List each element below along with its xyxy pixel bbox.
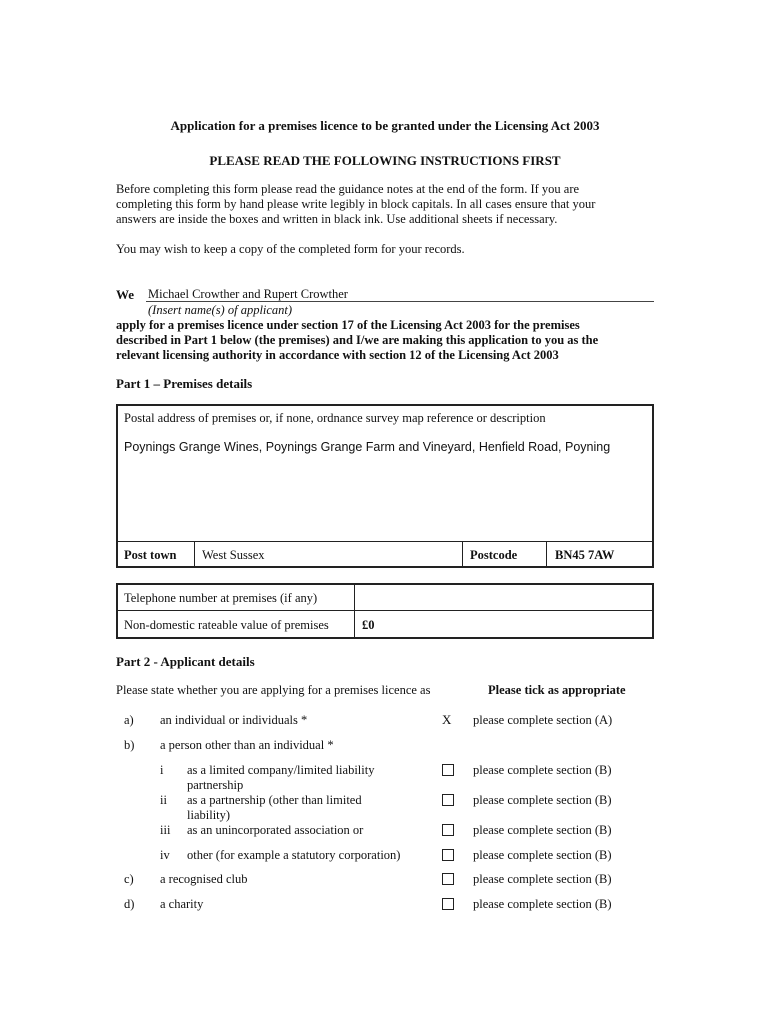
option-b-iii-action: please complete section (B) bbox=[473, 823, 612, 837]
apply-statement-line-1: apply for a premises licence under section 17 of the Licensing Act 2003 for the premises bbox=[116, 318, 580, 332]
premises-address-box bbox=[116, 404, 654, 568]
option-b-iii-numeral: iii bbox=[160, 823, 171, 837]
apply-statement-line-3: relevant licensing authority in accordance with section 12 of the Licensing Act 2003 bbox=[116, 348, 559, 362]
apply-statement-line-2: described in Part 1 below (the premises) and I/we are making this application to you as the bbox=[116, 333, 599, 347]
keep-copy-note: You may wish to keep a copy of the completed form for your records. bbox=[116, 242, 465, 256]
telephone-column-divider bbox=[354, 584, 355, 638]
option-c-checkbox[interactable] bbox=[442, 873, 454, 885]
option-b-ii-checkbox[interactable] bbox=[442, 794, 454, 806]
option-b-iv-numeral: iv bbox=[160, 848, 170, 862]
postcode-field[interactable]: BN45 7AW bbox=[555, 548, 615, 562]
option-c-action: please complete section (B) bbox=[473, 872, 612, 886]
instructions-line-1: Before completing this form please read the guidance notes at the end of the form. If you are bbox=[116, 182, 580, 196]
option-b-iv-action: please complete section (B) bbox=[473, 848, 612, 862]
option-c-letter: c) bbox=[124, 872, 134, 886]
option-b-text: a person other than an individual * bbox=[160, 738, 334, 752]
option-b-i-numeral: i bbox=[160, 763, 164, 777]
option-b-iii-text: as an unincorporated association or bbox=[187, 823, 364, 837]
part1-heading: Part 1 – Premises details bbox=[116, 376, 253, 391]
option-b-i-action: please complete section (B) bbox=[473, 763, 612, 777]
form-title: Application for a premises licence to be granted under the Licensing Act 2003 bbox=[170, 118, 600, 133]
address-value-field[interactable]: Poynings Grange Wines, Poynings Grange Farm and Vineyard, Henfield Road, Poyning bbox=[124, 440, 611, 454]
telephone-field[interactable] bbox=[362, 591, 648, 606]
postcode-label: Postcode bbox=[470, 548, 518, 562]
option-d-text: a charity bbox=[160, 897, 204, 911]
rateable-label: Non-domestic rateable value of premises bbox=[124, 618, 329, 632]
part2-heading: Part 2 - Applicant details bbox=[116, 654, 255, 669]
option-b-letter: b) bbox=[124, 738, 135, 752]
option-b-ii-text-2: liability) bbox=[187, 808, 231, 822]
address-label: Postal address of premises or, if none, ordnance survey map reference or description bbox=[124, 411, 546, 425]
tick-heading: Please tick as appropriate bbox=[488, 683, 626, 697]
instructions-heading: PLEASE READ THE FOLLOWING INSTRUCTIONS FIRST bbox=[209, 153, 561, 168]
option-b-i-text-1: as a limited company/limited liability bbox=[187, 763, 375, 777]
instructions-line-3: answers are inside the boxes and written in black ink. Use additional sheets if necessary. bbox=[116, 212, 558, 226]
postcode-label-divider bbox=[462, 541, 463, 567]
instructions-line-2: completing this form by hand please write legibly in block capitals. In all cases ensure that your bbox=[116, 197, 596, 211]
option-d-letter: d) bbox=[124, 897, 135, 911]
telephone-label: Telephone number at premises (if any) bbox=[124, 591, 318, 605]
option-a-action: please complete section (A) bbox=[473, 713, 613, 727]
part2-prompt: Please state whether you are applying for a premises licence as bbox=[116, 683, 431, 697]
postcode-value-divider bbox=[546, 541, 547, 567]
option-a-letter: a) bbox=[124, 713, 134, 727]
we-label: We bbox=[116, 287, 135, 302]
telephone-row-divider bbox=[117, 610, 653, 611]
option-b-iv-text: other (for example a statutory corporation) bbox=[187, 848, 401, 862]
post-town-label: Post town bbox=[124, 548, 177, 562]
option-b-iv-checkbox[interactable] bbox=[442, 849, 454, 861]
option-b-ii-action: please complete section (B) bbox=[473, 793, 612, 807]
option-b-iii-checkbox[interactable] bbox=[442, 824, 454, 836]
address-row-divider bbox=[117, 541, 653, 542]
option-b-ii-numeral: ii bbox=[160, 793, 167, 807]
names-underline bbox=[146, 301, 654, 302]
applicant-names-field[interactable]: Michael Crowther and Rupert Crowther bbox=[148, 287, 348, 301]
rateable-value-field[interactable]: £0 bbox=[362, 618, 375, 632]
insert-names-hint: (Insert name(s) of applicant) bbox=[148, 303, 293, 317]
post-town-field[interactable]: West Sussex bbox=[202, 548, 265, 562]
option-b-i-text-2: partnership bbox=[187, 778, 244, 792]
option-c-text: a recognised club bbox=[160, 872, 248, 886]
option-a-text: an individual or individuals * bbox=[160, 713, 308, 727]
option-d-checkbox[interactable] bbox=[442, 898, 454, 910]
post-town-divider bbox=[194, 541, 195, 567]
option-b-i-checkbox[interactable] bbox=[442, 764, 454, 776]
option-b-ii-text-1: as a partnership (other than limited bbox=[187, 793, 362, 807]
option-a-tick-mark[interactable]: X bbox=[442, 712, 452, 727]
option-d-action: please complete section (B) bbox=[473, 897, 612, 911]
